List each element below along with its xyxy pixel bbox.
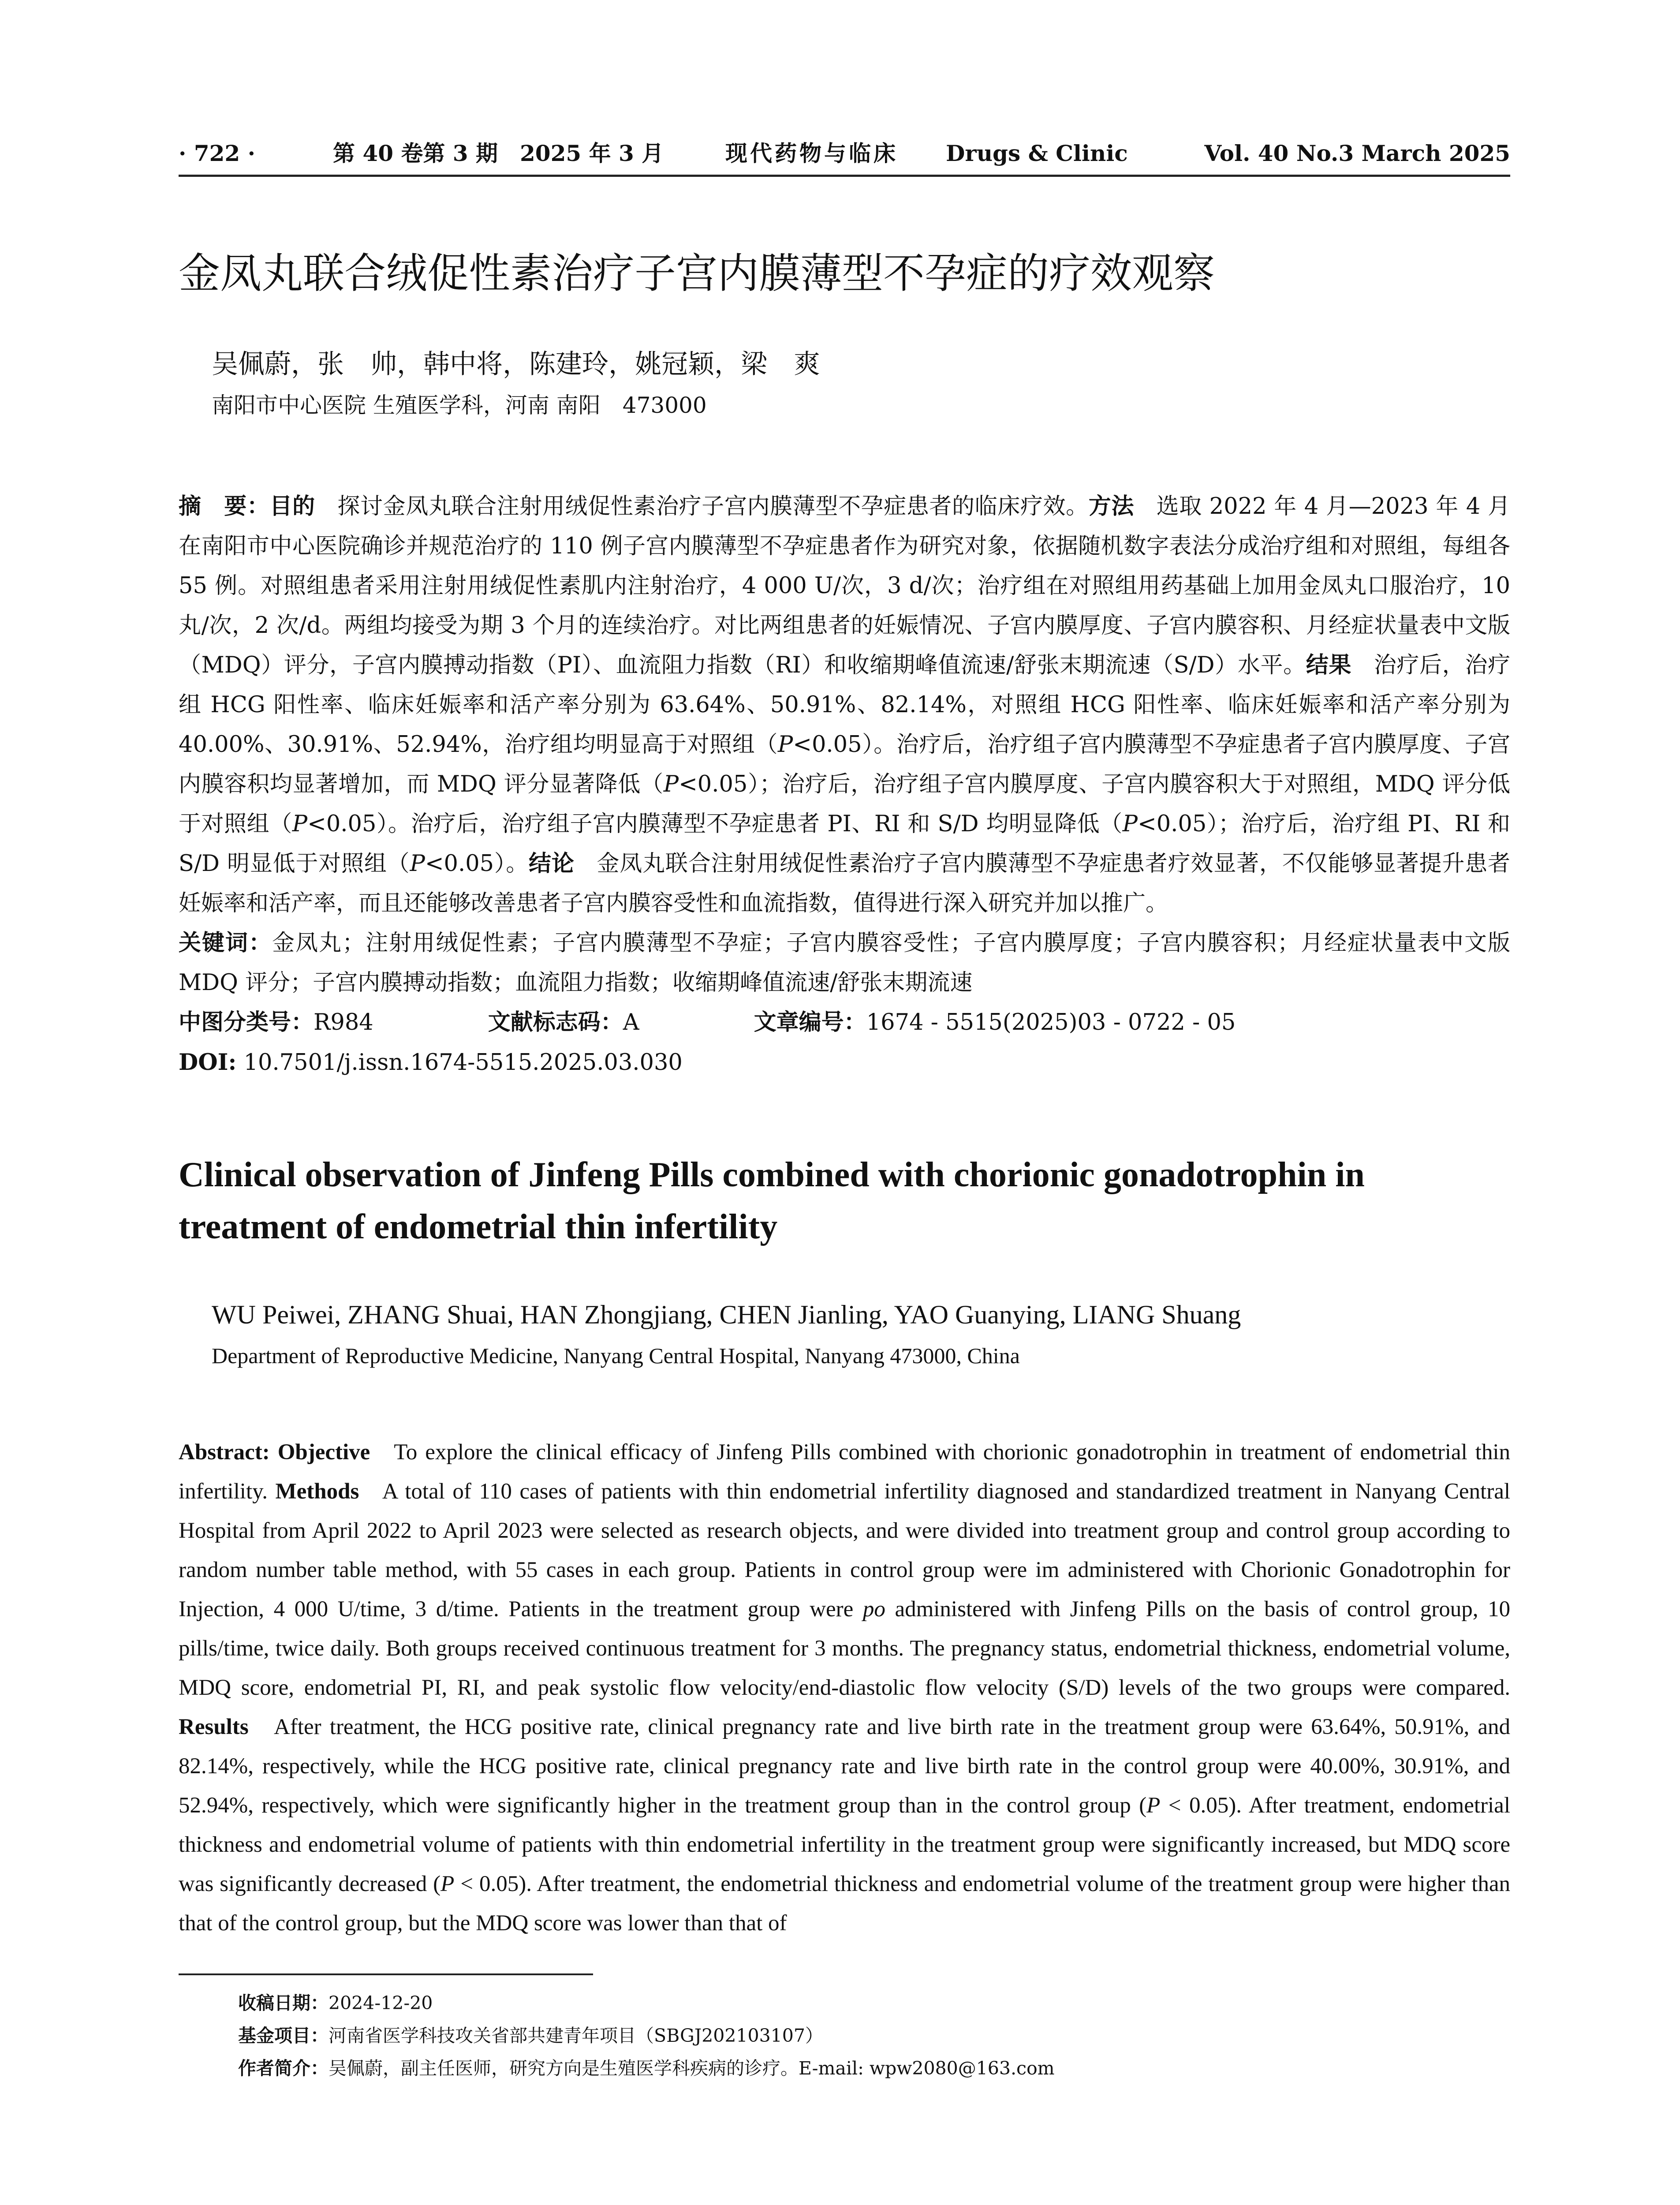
results-label-cn: 结果 <box>1306 652 1352 678</box>
volume-cn: 第 40 卷第 3 期 2025 年 3 月 <box>333 140 664 166</box>
received-date: 2024-12-20 <box>329 1992 433 2014</box>
footnote-author <box>238 2052 1473 2085</box>
methods-cn: 选取 2022 年 4 月—2023 年 4 月在南阳市中心医院确诊并规范治疗的 110 例子宫内膜薄型不孕症患者作为研究对象，依据随机数字表法分成治疗组和对照组，每组各 55 例。对照组患者采用注射用绒促性素肌内注射治疗，4 000 U/次，3 d/次；治疗组在对照组用药基础上加用金凤丸口服治疗，10 丸/次，2 次/d。两组均接受为期 3 个月的连续治疗。对比两组患者的妊娠情况、子宫内膜厚度、子宫内膜容积、月经症状量表中文版（MDQ）评分，子宫内膜搏动指数（PI）、血流阻力指数（RI）和收缩期峰值流速/舒张末期流速（S/D）水平。 <box>179 493 1510 678</box>
po-term: po <box>862 1597 885 1622</box>
objective-cn: 探讨金凤丸联合注射用绒促性素治疗子宫内膜薄型不孕症患者的临床疗效。 <box>337 493 1089 519</box>
affiliation-en: Department of Reproductive Medicine, Nanyang Central Hospital, Nanyang 473000, China <box>212 1343 1020 1368</box>
objective-en: To explore the clinical efficacy of Jinfeng Pills combined with chorionic gonadotrophin in treatment of endometrial thin infertility. <box>179 1440 1511 1504</box>
p-symbol: P <box>1146 1793 1161 1818</box>
article-no-value: 1674 - 5515(2025)03 - 0722 - 05 <box>866 1009 1236 1035</box>
running-header <box>179 132 1510 177</box>
p-symbol: P <box>777 732 793 758</box>
results-en-2: < 0.05). After treatment, endometrial thickness and endometrial volume of patients with thin endometrial infertility in the treatment group were significantly increased, but MDQ score was significantly decreased ( <box>179 1793 1510 1896</box>
clc-label: 中图分类号： <box>179 1009 314 1035</box>
journal-name-en: Drugs & Clinic <box>946 140 1128 166</box>
doi-value: 10.7501/j.issn.1674-5515.2025.03.030 <box>243 1050 683 1076</box>
abstract-en-label: Abstract: Objective <box>179 1440 370 1465</box>
doc-code-value: A <box>623 1009 639 1035</box>
results-cn-6: <0.05）。 <box>425 851 529 877</box>
title-cn: 金凤丸联合绒促性素治疗子宫内膜薄型不孕症的疗效观察 <box>179 250 1215 298</box>
author-bio-text: 吴佩蔚，副主任医师，研究方向是生殖医学科疾病的诊疗。E-mail: wpw2080@163.com <box>329 2058 1055 2079</box>
abstract-cn-label: 摘 要： <box>179 493 270 519</box>
conclusion-cn: 金凤丸联合注射用绒促性素治疗子宫内膜薄型不孕症患者疗效显著，不仅能够显著提升患者妊娠率和活产率，而且还能够改善患者子宫内膜容受性和血流指数，值得进行深入研究并加以推广。 <box>179 851 1510 916</box>
results-cn-3: <0.05）；治疗后，治疗组子宫内膜厚度、子宫内膜容积大于对照组，MDQ 评分低于对照组（ <box>179 771 1510 837</box>
results-cn-5: <0.05）；治疗后，治疗组 PI、RI 和 S/D 明显低于对照组（ <box>179 811 1510 877</box>
p-symbol: P <box>1122 811 1138 837</box>
clc-value: R984 <box>314 1009 373 1035</box>
abstract-cn-body <box>179 487 1510 923</box>
abstract-cn <box>179 487 1510 1083</box>
volume-en: Vol. 40 No.3 March 2025 <box>1204 140 1510 166</box>
keywords-cn <box>179 923 1510 1003</box>
methods-en-2: administered with Jinfeng Pills on the basis of control group, 10 pills/time, twice daily. Both groups received continuous treatment for 3 months. The pregnancy status, endometrial thickness, endometrial volume, MDQ score, endometrial PI, RI, and peak systolic flow velocity/end-diastolic flow velocity (S/D) levels of the two groups were compared. <box>179 1597 1511 1700</box>
keywords-label-cn: 关键词： <box>179 930 273 956</box>
affiliation-cn: 南阳市中心医院 生殖医学科，河南 南阳 473000 <box>212 392 707 418</box>
journal-name-cn: 现代药物与临床 <box>725 140 898 166</box>
article-page <box>179 132 1510 1943</box>
title-en: Clinical observation of Jinfeng Pills combined with chorionic gonadotrophin in treatment of endometrial thin infertility <box>179 1155 1365 1246</box>
doi-line <box>179 1043 1510 1083</box>
doc-code-label: 文献标志码： <box>488 1009 623 1035</box>
methods-en-1: A total of 110 cases of patients with thin endometrial infertility diagnosed and standardized treatment in Nanyang Central Hospital from April 2022 to April 2023 were selected as research objects, and were divided into treatment group and control group according to random number table method, with 55 cases in each group. Patients in control group were im administered with Chorionic Gonadotrophin for Injection, 4 000 U/time, 3 d/time. Patients in the treatment group were <box>179 1479 1510 1622</box>
author-bio-label: 作者简介： <box>238 2058 329 2079</box>
results-cn-1: 治疗后，治疗组 HCG 阳性率、临床妊娠率和活产率分别为 63.64%、50.91%、82.14%，对照组 HCG 阳性率、临床妊娠率和活产率分别为 40.00%、30.91%、52.94%，治疗组均明显高于对照组（ <box>179 652 1510 758</box>
p-symbol: P <box>292 811 308 837</box>
fund-text: 河南省医学科技攻关省部共建青年项目（SBGJ202103107） <box>329 2025 823 2046</box>
authors-en: WU Peiwei, ZHANG Shuai, HAN Zhongjiang, CHEN Jianling, YAO Guanying, LIANG Shuang <box>212 1300 1241 1329</box>
conclusion-label-cn: 结论 <box>529 851 575 877</box>
page-number: · 722 · <box>179 140 255 166</box>
results-cn-4: <0.05）。治疗后，治疗组子宫内膜薄型不孕症患者 PI、RI 和 S/D 均明显降低（ <box>307 811 1123 837</box>
fund-label: 基金项目： <box>238 2025 329 2046</box>
footnotes <box>238 1987 1473 2085</box>
methods-label-en: Methods <box>275 1479 359 1504</box>
p-symbol: P <box>410 851 425 877</box>
p-symbol: P <box>663 771 679 797</box>
objective-label-cn: 目的 <box>269 493 315 519</box>
classification-line <box>179 1003 1510 1043</box>
article-no-label: 文章编号： <box>754 1009 866 1035</box>
results-en-1: After treatment, the HCG positive rate, clinical pregnancy rate and live birth rate in the treatment group were 63.64%, 50.91%, and 82.14%, respectively, while the HCG positive rate, clinical pregnancy rate and live birth rate in the control group were 40.00%, 30.91%, and 52.94%, respectively, which were significantly higher in the treatment group than in the control group ( <box>179 1715 1510 1818</box>
methods-label-cn: 方法 <box>1088 493 1134 519</box>
footnote-divider <box>179 1973 593 1975</box>
abstract-en <box>179 1433 1510 1943</box>
keywords-text-cn: 金凤丸；注射用绒促性素；子宫内膜薄型不孕症；子宫内膜容受性；子宫内膜厚度；子宫内膜容积；月经症状量表中文版 MDQ 评分；子宫内膜搏动指数；血流阻力指数；收缩期峰值流速/舒张末期流速 <box>179 930 1510 996</box>
results-label-en: Results <box>179 1715 249 1739</box>
results-cn-2: <0.05）。治疗后，治疗组子宫内膜薄型不孕症患者子宫内膜厚度、子宫内膜容积均显著增加，而 MDQ 评分显著降低（ <box>179 732 1510 797</box>
p-symbol: P <box>441 1872 455 1896</box>
footnote-received <box>238 1987 1473 2019</box>
received-label: 收稿日期： <box>238 1992 329 2014</box>
doi-label: DOI: <box>179 1049 237 1076</box>
footnote-fund <box>238 2019 1473 2052</box>
results-en-3: < 0.05). After treatment, the endometrial thickness and endometrial volume of the treatment group were higher than that of the control group, but the MDQ score was lower than that of <box>179 1872 1510 1936</box>
authors-cn: 吴佩蔚，张 帅，韩中将，陈建玲，姚冠颖，梁 爽 <box>212 349 820 380</box>
